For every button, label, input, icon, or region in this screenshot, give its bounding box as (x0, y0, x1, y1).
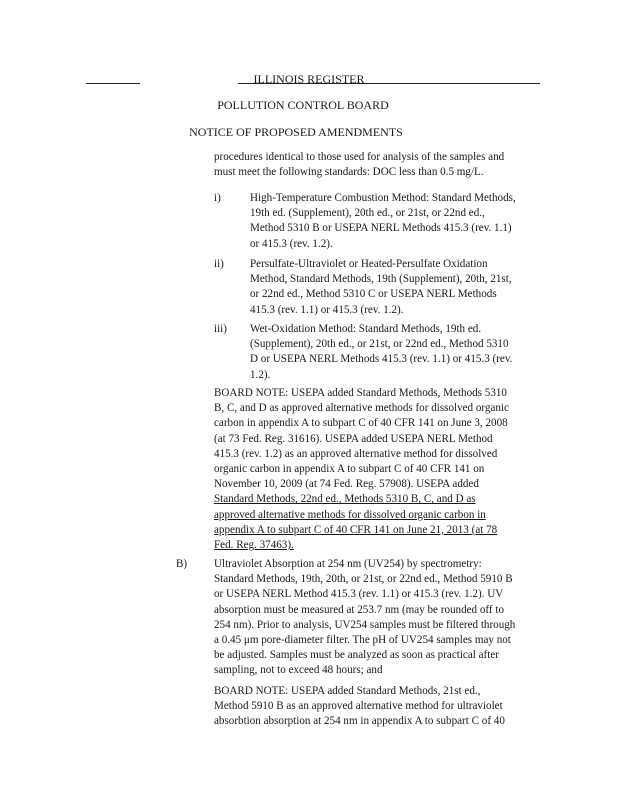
note-line-added: Fed. Reg. 37463). (214, 539, 294, 552)
section-b-label: B) (176, 558, 188, 570)
note-line: November 10, 2009 (at 74 Fed. Reg. 57908). USEPA added (214, 478, 479, 491)
section-b-line: sampling, not to exceed 48 hours; and (214, 664, 383, 677)
note-line: BOARD NOTE: USEPA added Standard Methods, 21st ed., (214, 685, 481, 697)
board-note-1 (214, 386, 509, 553)
method-line: (Supplement), 20th ed., or 21st, or 22nd ed., Method 5310 (250, 338, 509, 351)
method-line: D or USEPA NERL Methods 415.3 (rev. 1.1) or 415.3 (rev. (250, 353, 513, 366)
method-iii-text (250, 322, 512, 383)
method-line: Method 5310 B or USEPA NERL Methods 415.3 (rev. 1.1) (250, 222, 512, 235)
method-line: 1.2). (250, 368, 271, 381)
note-line-added: appendix A to subpart C of 40 CFR 141 on June 21, 2013 (at 78 (214, 523, 498, 536)
section-b-line: a 0.45 μm pore-diameter filter. The pH of UV254 samples may not (214, 634, 511, 647)
note-line: B, C, and D as approved alternative methods for dissolved organic (214, 402, 509, 415)
method-line: or 415.3 (rev. 1.2). (250, 237, 333, 250)
section-b-text (214, 557, 515, 679)
method-line: Wet-Oxidation Method: Standard Methods, 19th ed. (250, 323, 482, 335)
method-i-label: i) (214, 192, 221, 204)
method-iii-label: iii) (214, 323, 227, 335)
section-b-line: 254 nm). Prior to analysis, UV254 samples must be filtered through (214, 618, 516, 631)
note-line: Method 5910 B as an approved alternative method for ultraviolet (214, 700, 503, 713)
note-line: 415.3 (rev. 1.2) as an approved alternative method for dissolved (214, 447, 498, 460)
intro-line: procedures identical to those used for analysis of the samples and (214, 151, 505, 163)
intro-paragraph (214, 150, 504, 180)
method-line: 415.3 (rev. 1.1) or 415.3 (rev. 1.2). (250, 303, 404, 316)
board-title: POLLUTION CONTROL BOARD (217, 98, 389, 112)
notice-title: NOTICE OF PROPOSED AMENDMENTS (189, 125, 403, 139)
method-line: Persulfate-Ultraviolet or Heated-Persulfate Oxidation (250, 258, 488, 270)
intro-line: must meet the following standards: DOC less than 0.5 mg/L. (214, 166, 484, 179)
note-line: absorbtion absorption at 254 nm in appendix A to subpart C of 40 (214, 715, 505, 728)
method-line: Method, Standard Methods, 19th (Supplement), 20th, 21st, (250, 273, 512, 286)
register-title: ILLINOIS REGISTER (253, 72, 365, 86)
section-b-line: or USEPA NERL Method 415.3 (rev. 1.1) or 415.3 (rev. 1.2). UV (214, 588, 504, 601)
section-b-line: absorption must be measured at 253.7 nm (may be rounded off to (214, 603, 505, 616)
method-ii-text (250, 257, 512, 318)
note-line-added: approved alternative methods for dissolved organic carbon in (214, 508, 486, 521)
section-b-line: Standard Methods, 19th, 20th, or 21st, or 22nd ed., Method 5910 B (214, 573, 513, 586)
method-line: 19th ed. (Supplement), 20th ed., or 21st, or 22nd ed., (250, 207, 485, 220)
note-line: organic carbon in appendix A to subpart C of 40 CFR 141 on (214, 463, 485, 476)
method-line: or 22nd ed., Method 5310 C or USEPA NERL Methods (250, 288, 497, 301)
note-line: carbon in appendix A to subpart C of 40 CFR 141 on June 3, 2008 (214, 417, 508, 430)
note-line-added: Standard Methods, 22nd ed., Methods 5310 B, C, and D as (214, 493, 476, 506)
method-i-text (250, 191, 516, 252)
method-ii-label: ii) (214, 258, 224, 270)
section-b-line: be adjusted. Samples must be analyzed as soon as practical after (214, 649, 499, 662)
note-line: BOARD NOTE: USEPA added Standard Methods, Methods 5310 (214, 387, 507, 399)
board-note-2 (214, 684, 505, 730)
note-line: (at 73 Fed. Reg. 31616). USEPA added USEPA NERL Method (214, 432, 493, 445)
method-line: High-Temperature Combustion Method: Standard Methods, (250, 192, 516, 204)
section-b-line: Ultraviolet Absorption at 254 nm (UV254) by spectrometry: (214, 558, 482, 570)
